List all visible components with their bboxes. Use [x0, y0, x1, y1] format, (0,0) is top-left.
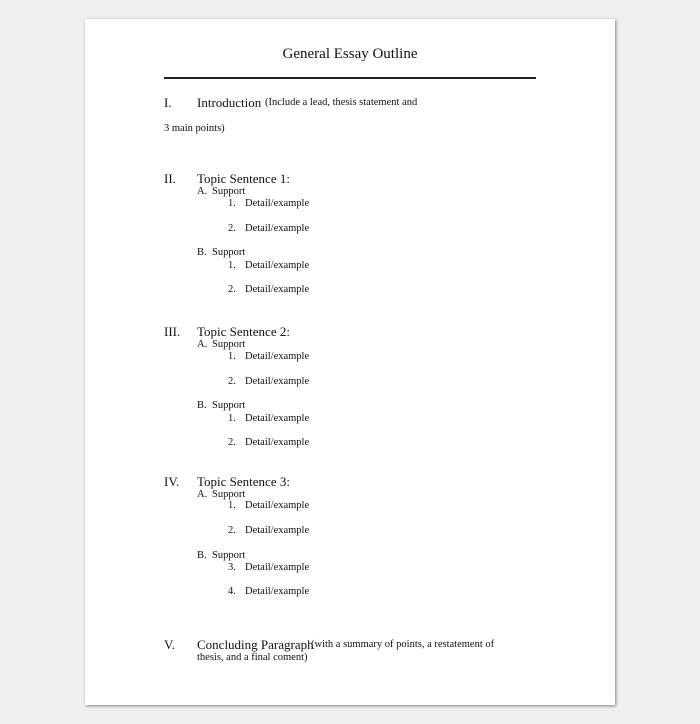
detail-text: Detail/example — [245, 586, 310, 597]
detail-text: Detail/example — [245, 500, 310, 511]
support-letter: B. — [197, 550, 207, 561]
detail-number: 2. — [228, 437, 236, 448]
section-numeral: I. — [164, 95, 172, 110]
detail-number: 2. — [228, 525, 236, 536]
detail-number: 4. — [228, 586, 236, 597]
section-numeral: III. — [164, 324, 181, 339]
document-page — [85, 19, 615, 705]
section-heading: Introduction — [197, 95, 262, 110]
support-label: Support — [212, 550, 246, 561]
detail-text: Detail/example — [245, 260, 310, 271]
support-letter: A. — [197, 489, 208, 500]
detail-number: 3. — [228, 562, 236, 573]
detail-number: 1. — [228, 500, 236, 511]
support-letter: A. — [197, 339, 208, 350]
section-numeral: IV. — [164, 474, 180, 489]
detail-number: 2. — [228, 284, 236, 295]
detail-number: 2. — [228, 223, 236, 234]
section-heading: Concluding Paragraph — [197, 637, 314, 652]
detail-number: 1. — [228, 260, 236, 271]
detail-number: 2. — [228, 376, 236, 387]
detail-text: Detail/example — [245, 376, 310, 387]
detail-text: Detail/example — [245, 351, 310, 362]
support-label: Support — [212, 400, 246, 411]
detail-number: 1. — [228, 413, 236, 424]
support-letter: B. — [197, 247, 207, 258]
detail-text: Detail/example — [245, 437, 310, 448]
section-note-continued: thesis, and a final coment) — [197, 652, 308, 663]
support-label: Support — [212, 339, 246, 350]
support-label: Support — [212, 247, 246, 258]
support-letter: B. — [197, 400, 207, 411]
support-label: Support — [212, 489, 246, 500]
section-note: (with a summary of points, a restatement of — [311, 639, 495, 650]
detail-text: Detail/example — [245, 562, 310, 573]
detail-text: Detail/example — [245, 198, 310, 209]
document-title: General Essay Outline — [282, 46, 418, 62]
detail-text: Detail/example — [245, 413, 310, 424]
section-note: (Include a lead, thesis statement and — [265, 97, 418, 108]
support-label: Support — [212, 186, 246, 197]
section-numeral: V. — [164, 637, 175, 652]
section-numeral: II. — [164, 171, 176, 186]
section-heading: Topic Sentence 2: — [197, 324, 290, 339]
section-heading: Topic Sentence 1: — [197, 171, 290, 186]
detail-text: Detail/example — [245, 223, 310, 234]
section-note-continued: 3 main points) — [164, 123, 225, 134]
detail-number: 1. — [228, 198, 236, 209]
title-divider — [164, 77, 536, 79]
detail-number: 1. — [228, 351, 236, 362]
detail-text: Detail/example — [245, 525, 310, 536]
section-heading: Topic Sentence 3: — [197, 474, 290, 489]
detail-text: Detail/example — [245, 284, 310, 295]
support-letter: A. — [197, 186, 208, 197]
